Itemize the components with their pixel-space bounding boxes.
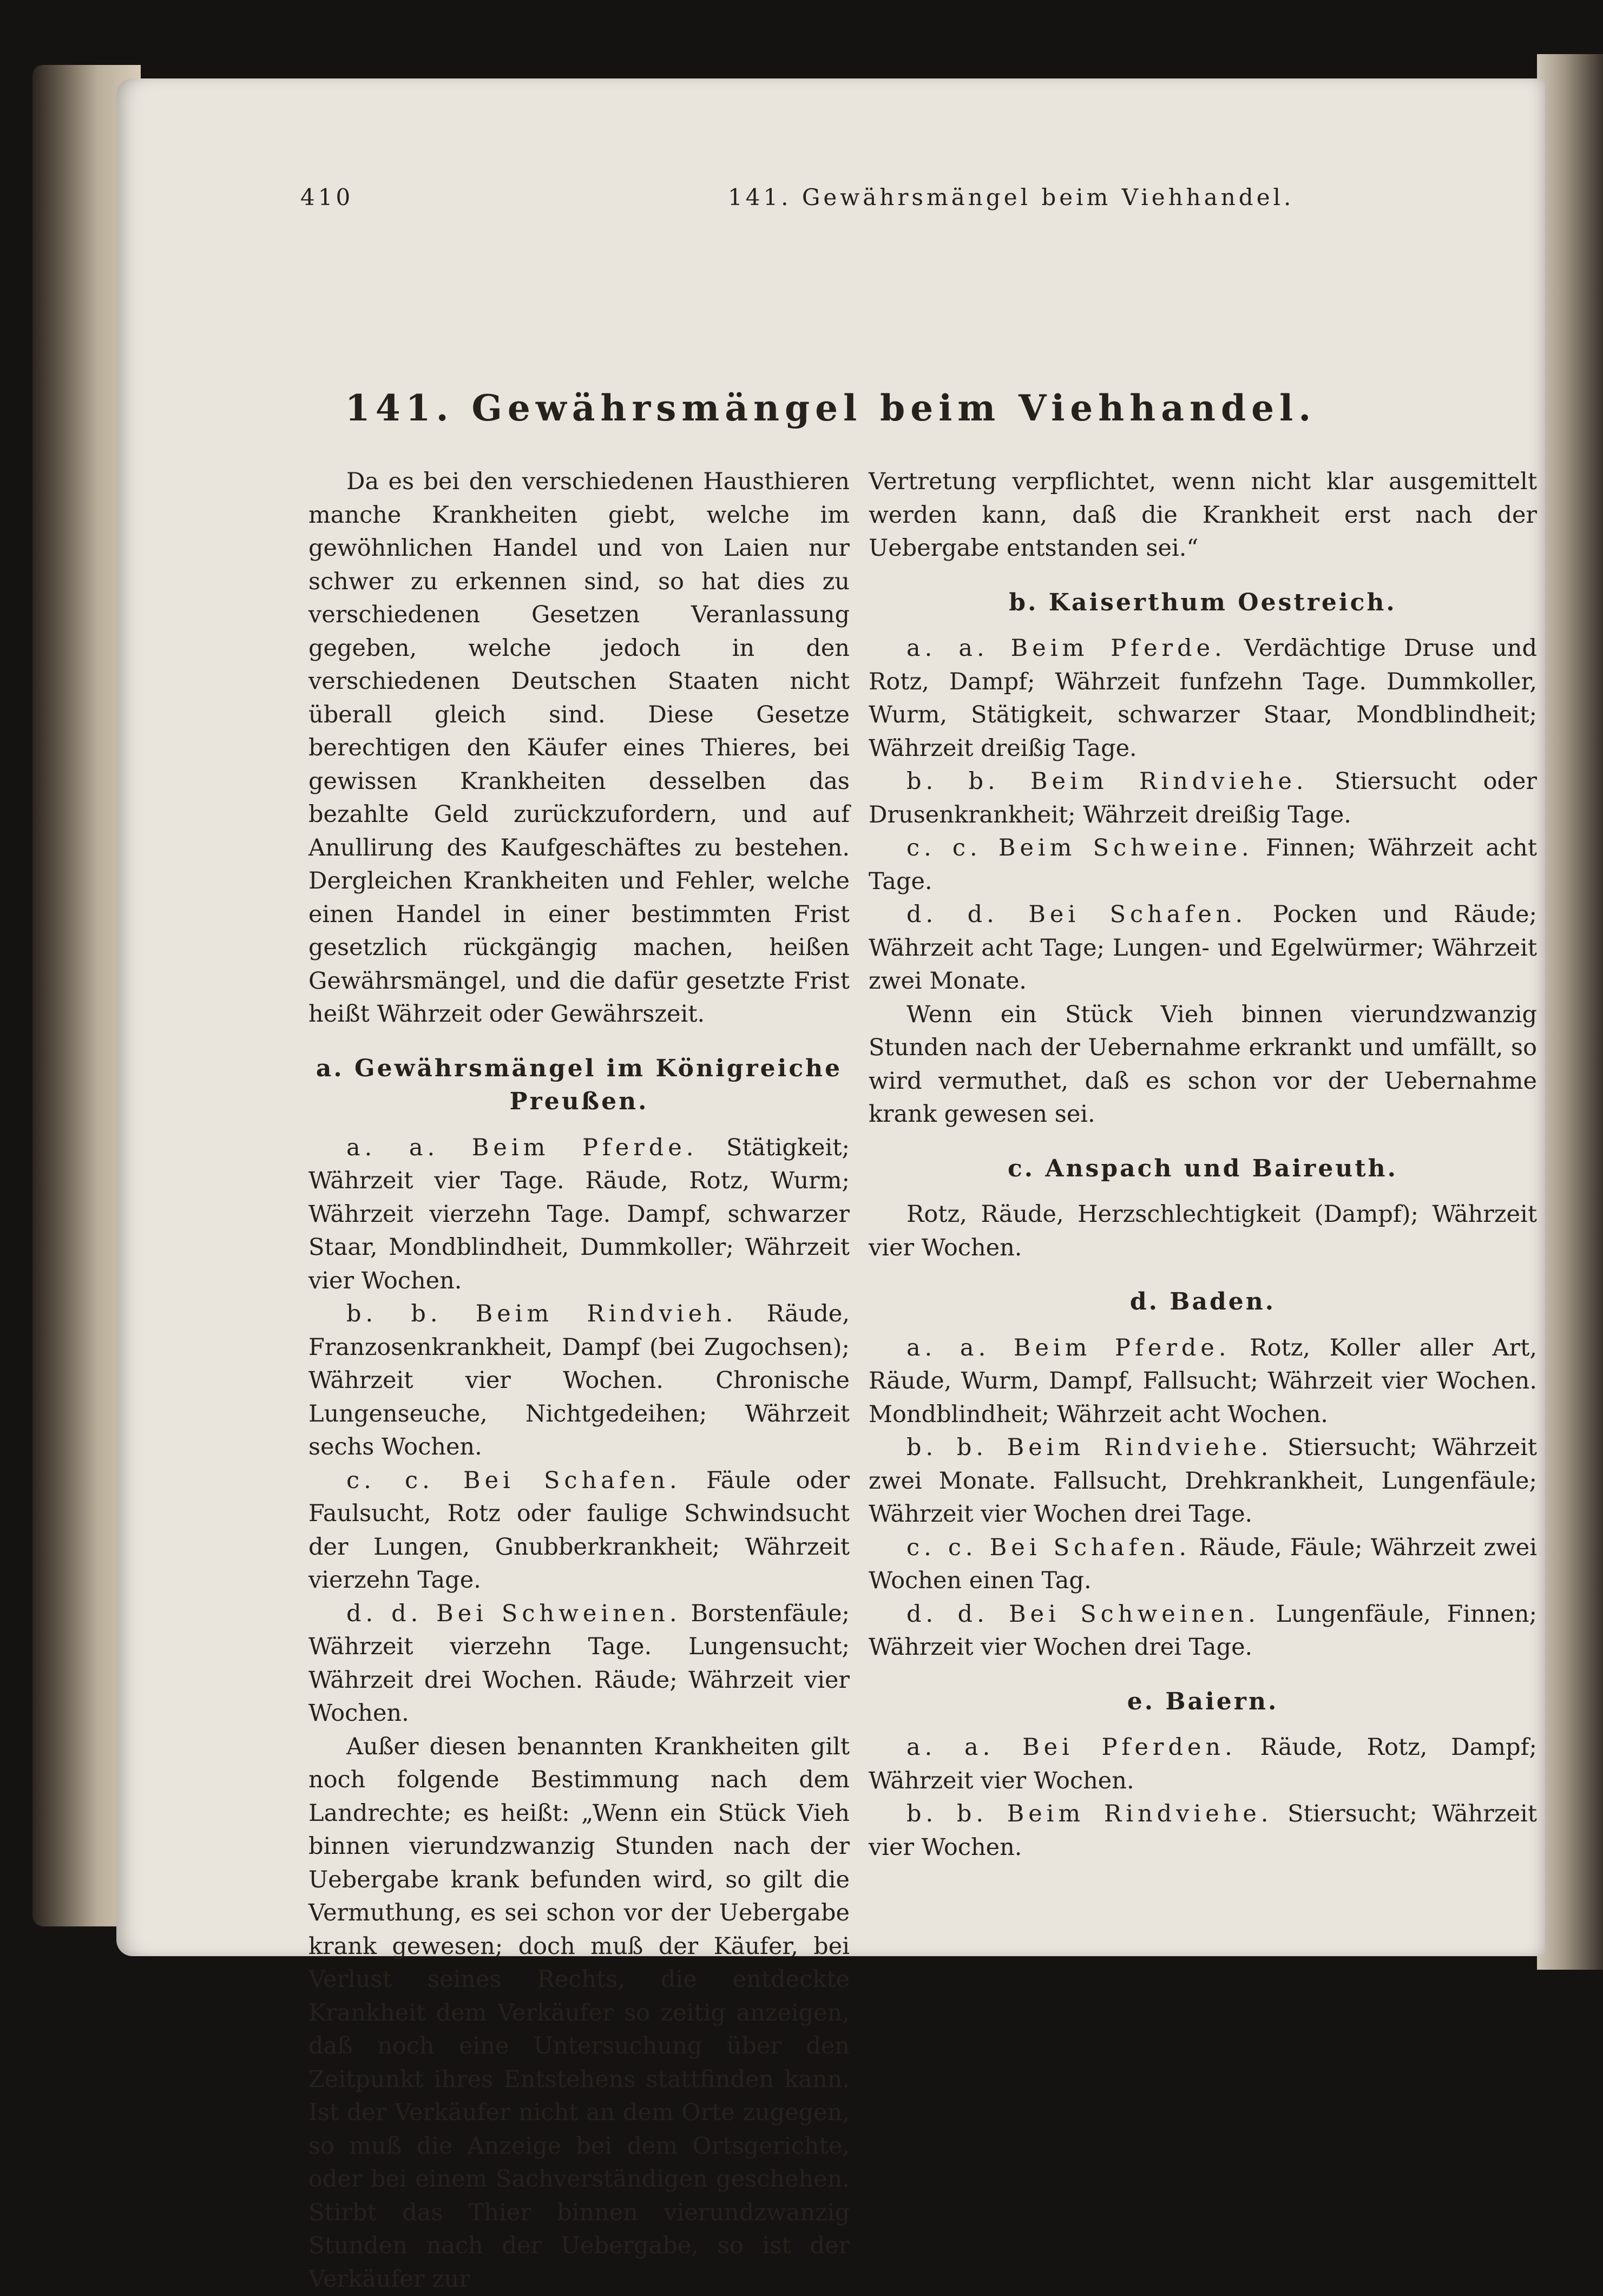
item-text: Rotz, Koller aller Art, Räude, Wurm, Dampf, Fallsucht; Währzeit vier Wochen. Mondblindheit; Währzeit acht Wochen. — [869, 1334, 1537, 1428]
section-b-title: b. Kaiserthum Oestreich. — [869, 586, 1537, 620]
section-a-item-1 — [308, 1131, 850, 1298]
item-text: Räude, Fäule; Währzeit zwei Wochen einen Tag. — [869, 1534, 1537, 1595]
section-d-item-2 — [869, 1431, 1537, 1531]
section-a-item-4 — [308, 1597, 850, 1731]
item-label: a. a. Beim Pferde. — [906, 1334, 1231, 1361]
intro-paragraph: Da es bei den verschiedenen Hausthieren manche Krankheiten giebt, welche im gewöhnlichen Handel und von Laien nur schwer zu erkennen sind, so hat dies zu verschiedenen Gesetzen Veranlassung gegeben, welche jedoch in den verschiedenen Deutschen Staaten nicht überall gleich sind. Diese Gesetze berechtigen den Käufer eines Thieres, bei gewissen Krankheiten desselben das bezahlte Geld zurückzufordern, und auf Anullirung des Kaufgeschäftes zu bestehen. Dergleichen Krankheiten und Fehler, welche einen Handel in einer bestimmten Frist gesetzlich rückgängig machen, heißen Gewährsmängel, und die dafür gesetzte Frist heißt Währzeit oder Gewährszeit. — [308, 465, 850, 1031]
section-e-title: e. Baiern. — [869, 1685, 1537, 1719]
item-label: b. b. Beim Rindviehe. — [906, 1434, 1272, 1461]
item-text: Lungenfäule, Finnen; Währzeit vier Wochen drei Tage. — [869, 1601, 1537, 1661]
item-text: Stiersucht oder Drusenkrankheit; Währzeit dreißig Tage. — [869, 768, 1537, 828]
item-text: Räude, Franzosenkrankheit, Dampf (bei Zugochsen); Währzeit vier Wochen. Chronische Lungenseuche, Nichtgedeihen; Währzeit sechs Wochen. — [308, 1300, 850, 1461]
section-e-item-1 — [869, 1731, 1537, 1798]
section-a-item-2 — [308, 1298, 850, 1464]
item-label: b. b. Beim Rindviehe. — [906, 768, 1308, 795]
section-a-title: a. Gewährsmängel im Königreiche Preußen. — [308, 1052, 850, 1119]
running-title: 141. Gewährsmängel beim Viehhandel. — [728, 184, 1294, 210]
continuation-paragraph: Vertretung verpflichtet, wenn nicht klar ausgemittelt werden kann, daß die Krankheit erst nach der Uebergabe entstanden sei.“ — [869, 465, 1537, 565]
item-text: Finnen; Währzeit acht Tage. — [869, 834, 1537, 895]
section-d-item-3 — [869, 1531, 1537, 1598]
book-edge-right — [1537, 54, 1603, 1970]
section-c-title: c. Anspach und Baireuth. — [869, 1152, 1537, 1186]
item-label: d. d. Bei Schafen. — [906, 901, 1247, 928]
right-column — [869, 465, 1537, 1864]
item-text: Stiersucht; Währzeit zwei Monate. Fallsucht, Drehkrankheit, Lungenfäule; Währzeit vier Wochen drei Tage. — [869, 1434, 1537, 1528]
item-label: c. c. Bei Schafen. — [906, 1534, 1191, 1561]
section-d-title: d. Baden. — [869, 1285, 1537, 1319]
section-b-item-3 — [869, 832, 1537, 898]
item-label: a. a. Beim Pferde. — [906, 635, 1226, 662]
section-d-item-1 — [869, 1332, 1537, 1432]
landrecht-paragraph: Außer diesen benannten Krankheiten gilt noch folgende Bestimmung nach dem Landrechte; es heißt: „Wenn ein Stück Vieh binnen vierundzwanzig Stunden nach der Uebergabe krank befunden wird, so gilt die Vermuthung, es sei schon vor der Uebergabe krank gewesen; doch muß der Käufer, bei Verlust seines Rechts, die entdeckte Krankheit dem Verkäufer so zeitig anzeigen, daß noch eine Untersuchung über den Zeitpunkt ihres Entstehens stattfinden kann. Ist der Verkäufer nicht an dem Orte zugegen, so muß die Anzeige bei dem Ortsgerichte, oder bei einem Sachverständigen geschehen. Stirbt das Thier binnen vierundzwanzig Stunden nach der Uebergabe, so ist der Verkäufer zur — [308, 1731, 850, 2296]
item-text: Stätigkeit; Währzeit vier Tage. Räude, Rotz, Wurm; Währzeit vierzehn Tage. Dampf, schwarzer Staar, Mondblindheit, Dummkoller; Währzeit vier Wochen. — [308, 1134, 850, 1294]
item-label: d. d. Bei Schweinen. — [346, 1600, 681, 1627]
item-text: Räude, Rotz, Dampf; Währzeit vier Wochen. — [869, 1734, 1537, 1794]
section-b-item-2 — [869, 765, 1537, 832]
left-column — [308, 465, 850, 2296]
item-text: Verdächtige Druse und Rotz, Dampf; Währzeit funfzehn Tage. Dummkoller, Wurm, Stätigkeit, schwarzer Staar, Mondblindheit; Währzeit dreißig Tage. — [869, 635, 1537, 762]
item-label: c. c. Bei Schafen. — [346, 1467, 681, 1494]
section-a-item-3 — [308, 1464, 850, 1597]
section-b-note: Wenn ein Stück Vieh binnen vierundzwanzig Stunden nach der Uebernahme erkrankt und umfällt, so wird vermuthet, daß es schon vor der Uebernahme krank gewesen sei. — [869, 998, 1537, 1131]
item-label: c. c. Beim Schweine. — [906, 834, 1253, 861]
section-b-item-1 — [869, 632, 1537, 765]
item-text: Pocken und Räude; Währzeit acht Tage; Lungen- und Egelwürmer; Währzeit zwei Monate. — [869, 901, 1537, 995]
page-number: 410 — [300, 184, 353, 210]
book-page — [116, 78, 1545, 1956]
item-label: a. a. Beim Pferde. — [346, 1134, 698, 1161]
running-head — [300, 184, 1448, 227]
item-label: d. d. Bei Schweinen. — [906, 1601, 1260, 1628]
item-label: b. b. Beim Rindvieh. — [346, 1300, 738, 1327]
section-c-item-1: Rotz, Räude, Herzschlechtigkeit (Dampf); Währzeit vier Wochen. — [869, 1198, 1537, 1265]
section-d-item-4 — [869, 1598, 1537, 1665]
item-label: a. a. Bei Pferden. — [906, 1734, 1237, 1761]
chapter-heading: 141. Gewährsmängel beim Viehhandel. — [116, 387, 1545, 429]
section-e-item-2 — [869, 1798, 1537, 1864]
item-text: Borstenfäule; Währzeit vierzehn Tage. Lungensucht; Währzeit drei Wochen. Räude; Währzeit vier Wochen. — [308, 1600, 850, 1727]
item-text: Stiersucht; Währzeit vier Wochen. — [869, 1800, 1537, 1861]
section-b-item-4 — [869, 898, 1537, 998]
item-label: b. b. Beim Rindviehe. — [906, 1800, 1272, 1827]
item-text: Fäule oder Faulsucht, Rotz oder faulige Schwindsucht der Lungen, Gnubberkrankheit; Währzeit vierzehn Tage. — [308, 1467, 850, 1594]
